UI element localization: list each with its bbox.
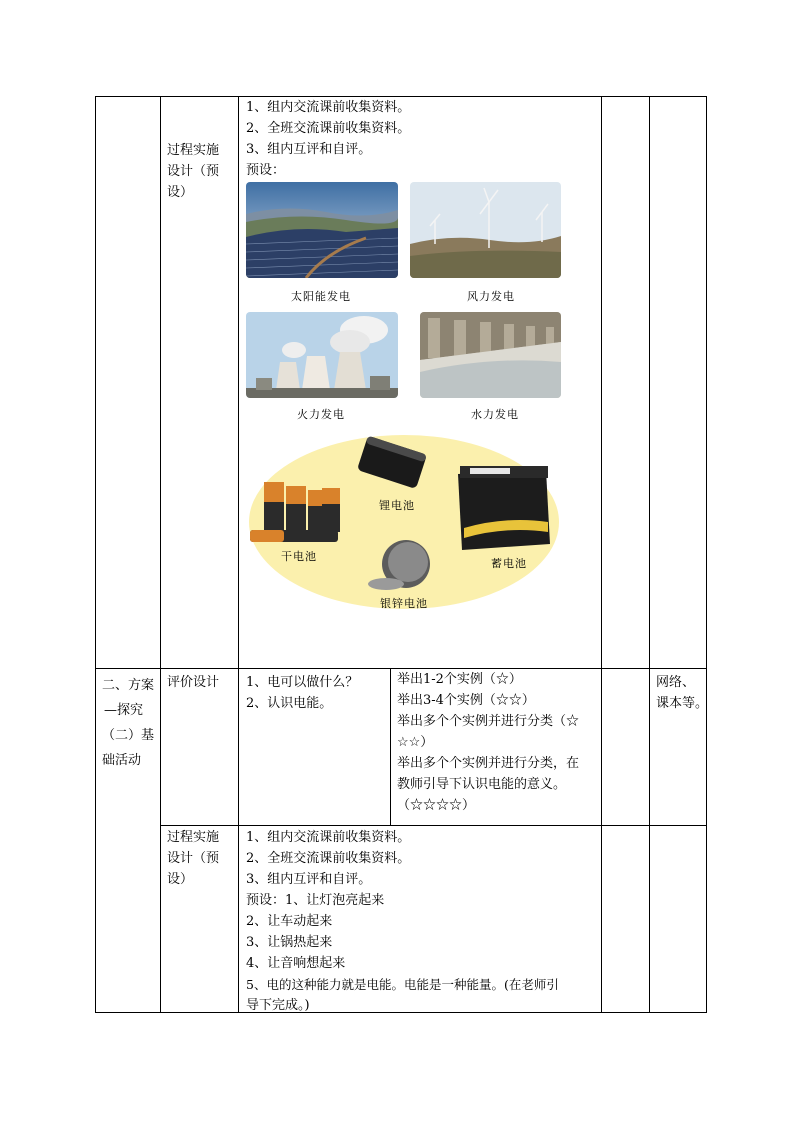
wind-power-photo <box>410 182 561 278</box>
solar-power-photo <box>246 182 398 278</box>
wind-power-caption: 风力发电 <box>467 290 515 303</box>
step-line: 3、让锅热起来 <box>246 935 333 950</box>
table-border-right <box>706 96 707 1013</box>
label-line: 设计（预 <box>167 164 220 179</box>
stage-line: （二）基 <box>102 728 155 743</box>
stage-label <box>102 673 154 773</box>
eval-item: 1、电可以做什么？ <box>246 675 359 690</box>
criteria-line: 举出多个个实例并进行分类，在 <box>397 756 580 771</box>
resources <box>656 672 708 714</box>
criteria-line: 举出3-4个实例（☆☆） <box>397 693 535 708</box>
criteria-line: ☆☆） <box>397 735 434 750</box>
criteria-line: （☆☆☆☆） <box>397 798 476 813</box>
table-column-divider <box>160 96 161 1013</box>
step-line: 3、组内互评和自评。 <box>246 142 372 157</box>
label-line: 过程实施 <box>167 143 220 158</box>
criteria-line: 教师引导下认识电能的意义。 <box>397 777 567 792</box>
process-steps-2 <box>246 827 559 1016</box>
step-line: 预设： <box>246 163 286 178</box>
stage-line: 二、方案 <box>102 678 155 693</box>
step-line: 2、全班交流课前收集资料。 <box>246 121 411 136</box>
table-border-left <box>95 96 96 1013</box>
evaluation-criteria <box>397 669 579 816</box>
criteria-line: 举出多个个实例并进行分类（☆ <box>397 714 580 729</box>
stage-line: —探究 <box>104 703 144 718</box>
resource-line: 课本等。 <box>656 696 709 711</box>
lead-acid-battery-label: 蓄电池 <box>491 557 527 570</box>
batteries-illustration <box>246 432 562 612</box>
evaluation-items <box>246 672 358 714</box>
step-line: 5、电的这种能力就是电能。电能是一种能量。(在老师引 <box>246 977 559 992</box>
step-line: 预设：1、让灯泡亮起来 <box>246 893 385 908</box>
eval-item: 2、认识电能。 <box>246 696 333 711</box>
step-line: 1、组内交流课前收集资料。 <box>246 100 411 115</box>
lithium-battery-label: 锂电池 <box>379 499 415 512</box>
process-design-label <box>167 140 219 203</box>
step-line: 4、让音响想起来 <box>246 956 346 971</box>
process-design-label-2 <box>167 827 219 890</box>
step-line: 导下完成。) <box>246 998 310 1013</box>
hydro-power-photo <box>420 312 561 398</box>
table-column-divider <box>238 96 239 1013</box>
label-line: 过程实施 <box>167 830 220 845</box>
label-line: 设） <box>167 872 194 887</box>
step-line: 1、组内交流课前收集资料。 <box>246 830 411 845</box>
thermal-power-caption: 火力发电 <box>297 408 345 421</box>
label-line: 设） <box>167 185 194 200</box>
hydro-power-caption: 水力发电 <box>471 408 519 421</box>
process-steps <box>246 97 410 181</box>
resource-line: 网络、 <box>656 675 696 690</box>
batteries-graphic <box>246 432 562 612</box>
silver-zinc-battery-label: 银锌电池 <box>380 597 428 610</box>
table-column-divider <box>649 96 650 1013</box>
step-line: 3、组内互评和自评。 <box>246 872 372 887</box>
criteria-line: 举出1-2个实例（☆） <box>397 672 522 687</box>
dry-battery-label: 干电池 <box>281 550 317 563</box>
step-line: 2、全班交流课前收集资料。 <box>246 851 411 866</box>
label-line: 设计（预 <box>167 851 220 866</box>
solar-power-caption: 太阳能发电 <box>291 290 351 303</box>
thermal-power-photo <box>246 312 398 398</box>
table-column-divider <box>601 96 602 1013</box>
step-line: 2、让车动起来 <box>246 914 333 929</box>
stage-line: 础活动 <box>102 753 142 768</box>
table-row-divider <box>160 825 707 826</box>
table-column-divider <box>390 668 391 825</box>
evaluation-design-label: 评价设计 <box>167 675 220 690</box>
